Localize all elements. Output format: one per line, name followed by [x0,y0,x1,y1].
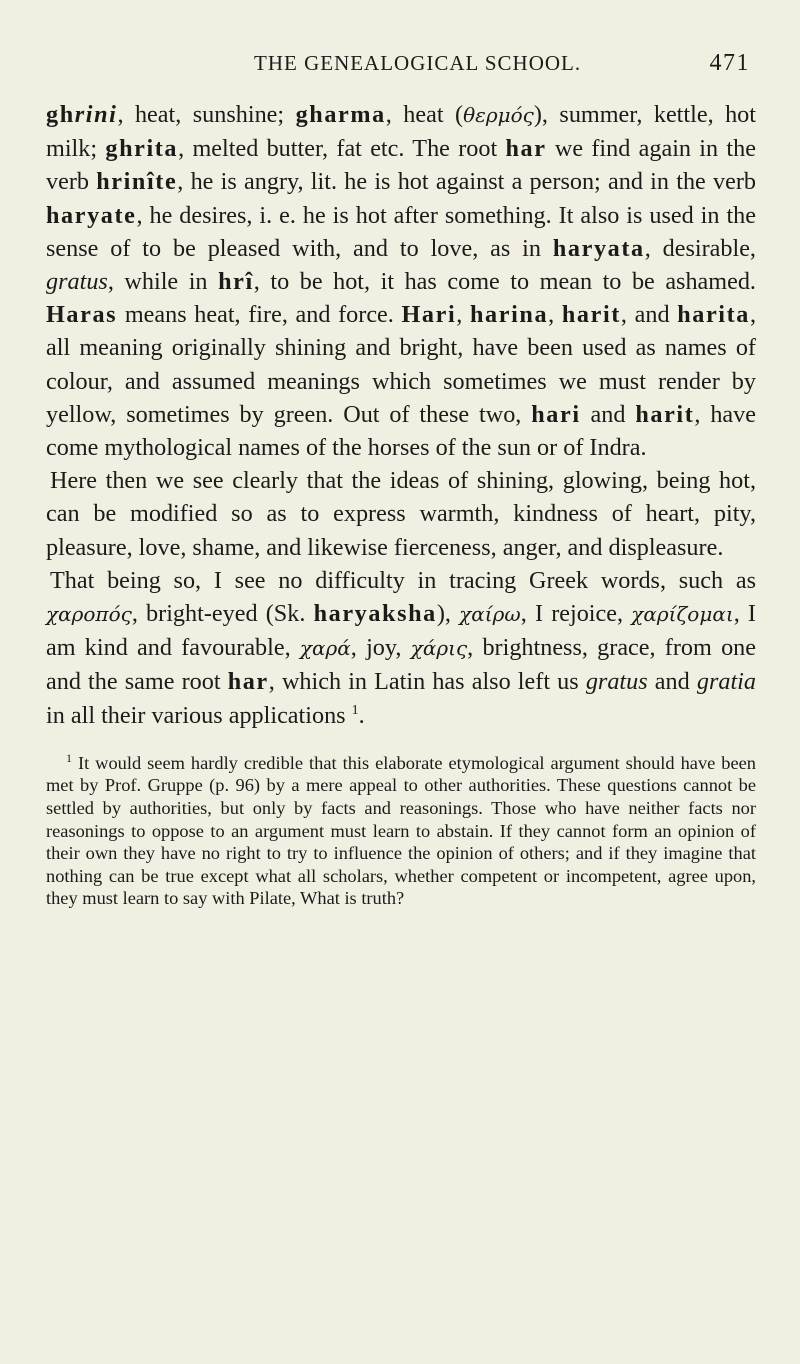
text-run: , melted butter, fat etc. The root [178,135,506,163]
text-run: , and [620,301,678,329]
text-run: , joy, [350,634,411,662]
text-run: Here then we see clearly that the ideas of shining, glowing, being hot, can be modified so as to express warmth, kindness of heart, pity, pleasure, love, shame, and likewise fierceness, anger, and displeasure. [46,467,756,561]
sanskrit-word: haryata [552,234,645,262]
footnote-text: It would seem hardly credible that this elaborate etymological argument should have been met by Prof. Gruppe (p. 96) by a mere appeal to other authorities. These questions cannot be settled by authorities, but only by facts and reasonings. Those who have neither facts nor reasonings to oppose to an argument must learn to abstain. If they cannot form an opinion of their own they have no right to try to influence the opinion of others; and if they imagine that nothing can be true except what all scholars, whether competent or incompetent, agree upon, they must learn to say with Pilate, What is truth? [46,752,756,909]
text-run: , he is angry, lit. he is hot against a person; and in the verb [177,168,756,196]
text-run: , to be hot, it has come to mean to be ashamed. [253,268,756,296]
text-run: , [456,301,470,329]
sanskrit-word: Haras [46,301,118,329]
text-run: in all their various applications [46,701,352,729]
text-run: we find again in the verb [46,135,756,196]
text-run: , I rejoice, [520,600,632,628]
text-run: , heat, sunshine; [117,101,296,128]
sanskrit-word: hari [531,400,581,428]
sanskrit-word: harit [635,400,695,428]
sanskrit-word: harita [677,301,750,329]
greek-word: χαίρω [459,602,521,627]
sanskrit-word: rini [74,101,118,128]
body-text [46,98,756,732]
text-run: , brightness, grace, from one and the same root [46,634,756,696]
text-run: and [580,400,636,428]
text-run: means heat, fire, and force. [117,301,402,329]
text-run: . [358,701,365,729]
sanskrit-word: gharma [295,101,386,128]
latin-word: gratia [696,668,756,696]
text-run: ), [436,600,460,628]
text-run: , [548,301,562,329]
greek-word: χαρίζομαι [631,602,734,627]
running-title: THE GENEALOGICAL SCHOOL. [254,51,582,75]
running-head [46,50,756,86]
text-run: , bright-eyed (Sk. [131,600,314,628]
sanskrit-word: harit [561,301,621,329]
text-run: , have come mythological names of the horses of the sun or of Indra. [46,400,756,462]
greek-word: χάρις [410,636,468,661]
sanskrit-word: hrî [218,268,254,296]
text-run: , heat ( [385,101,464,128]
greek-word: χαροπός [46,602,132,627]
paragraph-1 [46,98,756,464]
latin-word: gratus [585,668,648,696]
sanskrit-word: haryaksha [313,600,437,628]
paragraph-2 [46,464,756,564]
text-run: and [647,668,697,696]
greek-word: θερμός [463,103,534,127]
page-number: 471 [709,50,750,76]
footnote-marker: 1 [66,750,72,765]
sanskrit-word: harina [469,301,549,329]
text-run: , while in [107,268,219,296]
text-run: , which in Latin has also left us [268,668,586,696]
sanskrit-word: hrinîte [96,168,178,196]
footnote-reference[interactable]: 1 [351,702,359,718]
sanskrit-word: har [505,135,547,163]
text-run: ), summer, kettle, hot milk; [46,101,756,163]
greek-word: χαρά [299,636,351,661]
text-run: , I am kind and favourable, [46,600,756,662]
sanskrit-word: har [227,668,269,696]
text-run: That being so, I see no difficulty in tracing Greek words, such as [50,566,756,594]
latin-word: gratus [46,268,108,296]
text-run: , he desires, i. e. he is hot after something. It also is used in the sense of to be pleased with, and to love, as in [46,201,756,262]
footnote [46,752,756,910]
text-run: , desirable, [644,234,756,262]
sanskrit-word: Hari [401,301,457,329]
sanskrit-word: ghrita [105,135,179,163]
sanskrit-word: haryate [46,201,137,229]
text-run: , all meaning originally shining and bright, have been used as names of colour, and assumed meanings which sometimes we must render by yellow, sometimes by green. Out of these two, [46,301,757,428]
paragraph-3 [46,564,756,732]
sanskrit-word: gh [46,101,75,128]
